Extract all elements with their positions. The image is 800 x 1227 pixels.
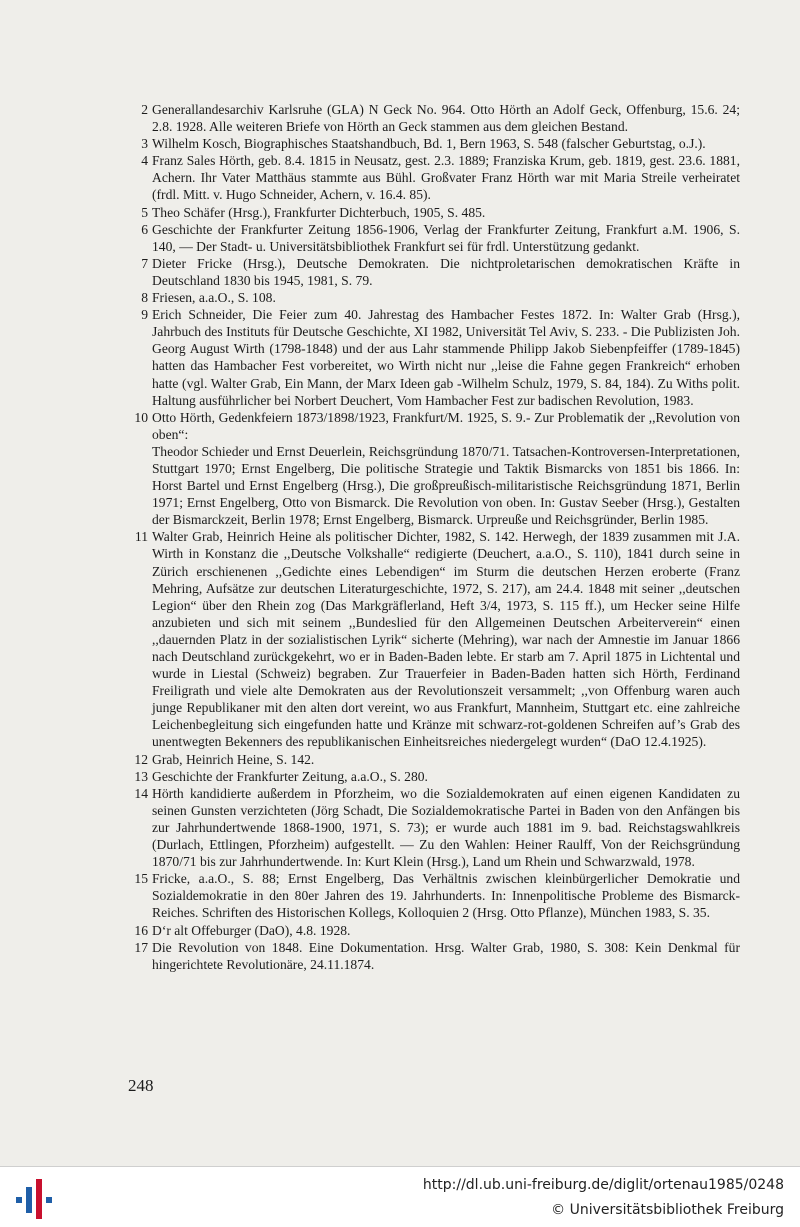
footnote-text: [152, 204, 740, 221]
footnote-paragraph: Grab, Heinrich Heine, S. 142.: [152, 751, 315, 767]
footnote-paragraph: D‘r alt Offeburger (DaO), 4.8. 1928.: [152, 922, 351, 938]
footnote-number: 4: [141, 153, 148, 169]
copyright-text: © Universitätsbibliothek Freiburg: [551, 1202, 784, 1218]
footnote-paragraph: Fricke, a.a.O., S. 88; Ernst Engelberg, Das Verhältnis zwischen kleinbürgerlicher Demokratie und Sozialdemokratie in den 80er Jahren des 19. Jahrhunderts. In: Innenpolitische Probleme des Bismarck-Reiches. Schriften des Historischen Kollegs, Kolloquien 2 (Hrsg. Otto Pflanze), München 1983, S. 35.: [152, 871, 740, 921]
footnote-text: [152, 870, 740, 921]
footnote-number: 14: [134, 785, 148, 801]
footnote: [118, 768, 740, 785]
footnote-number: 12: [134, 751, 148, 767]
footnote: [118, 528, 740, 750]
footnote: [118, 152, 740, 203]
logo-bar-blue-mid: [26, 1187, 32, 1213]
viewer-footer: [0, 1166, 800, 1227]
footnote: [118, 135, 740, 152]
logo-bar-blue-left: [16, 1197, 22, 1203]
footnote-number: 7: [141, 255, 148, 271]
footnote-paragraph: Theo Schäfer (Hrsg.), Frankfurter Dichterbuch, 1905, S. 485.: [152, 204, 486, 220]
footnote-number: 13: [134, 768, 148, 784]
footnote-text: [152, 768, 740, 785]
footnote: [118, 870, 740, 921]
footnote-paragraph: Geschichte der Frankfurter Zeitung 1856-1906, Verlag der Frankfurter Zeitung, Frankfurt a.M. 1906, S. 140, — Der Stadt- u. Universitätsbibliothek Frankfurt sei für frdl. Unterstützung gedankt.: [152, 221, 740, 254]
footnote-paragraph: Geschichte der Frankfurter Zeitung, a.a.O., S. 280.: [152, 768, 428, 784]
page-number: 248: [128, 1076, 154, 1095]
footnote-text: [152, 289, 740, 306]
logo-bar-blue-right: [46, 1197, 52, 1203]
footnotes-list: [118, 101, 740, 973]
footnote-number: 9: [141, 307, 148, 323]
footnote-text: [152, 409, 740, 529]
footnote-text: [152, 152, 740, 203]
footnote-text: [152, 922, 740, 939]
footnote: [118, 289, 740, 306]
footnote-text: [152, 255, 740, 289]
footnote-paragraph: Walter Grab, Heinrich Heine als politischer Dichter, 1982, S. 142. Herwegh, der 1839 zusammen mit J.A. Wirth in Konstanz die ,,Deutsche Volkshalle“ redigierte (Deuchert, a.a.O., S. 110), 1841 durch seine in Zürich erschienenen ,,Gedichte eines Lebendigen“ im Sturm die deutschen Herzen eroberte (Franz Mehring, Aufsätze zur deutschen Literaturgeschichte, 1972, S. 217), am 24.4. 1848 mit seiner ,,deutschen Legion“ über den Rhein zog (Das Markgräflerland, Heft 3/4, 1973, S. 115 ff.), um Hecker seine Hilfe anzubieten und sich mit seinem ,,Bundeslied für den Allgemeinen Deutschen Arbeiterverein“ einen ,,dauernden Platz in der sozialistischen Lyrik“ sicherte (Mehring), war nach der Amnestie im Januar 1866 nach Deutschland zurückgekehrt, wo er in Baden-Baden lebte. Er starb am 7. April 1875 in Lichtental und wurde in Liestal (Schweiz) begraben. Zur Trauerfeier in Baden-Baden hatten sich Hörth, Ferdinand Freiligrath und viele alte Demokraten aus der Revolutionszeit versammelt; ,,von Offenburg waren auch junge Republikaner mit den alten dort vereint, wo aus Frankfurt, Mannheim, Stuttgart etc. eine zahlreiche Leichenbegleitung sich eingefunden hatte und Kränze mit schwarz-rot-goldenen Schreifen auf’s Grab des unentwegten Bekenners des republikanischen Einheitsreiches niedergelegt wurden“ (DaO 12.4.1925).: [152, 529, 740, 750]
footnote-number: 6: [141, 221, 148, 237]
logo-bar-red: [36, 1179, 42, 1219]
footnote-text: [152, 939, 740, 973]
footnote: [118, 204, 740, 221]
footnote-number: 2: [141, 102, 148, 117]
footnote-text: [152, 528, 740, 750]
footnote-text: [152, 785, 740, 870]
footnote-paragraph: Wilhelm Kosch, Biographisches Staatshandbuch, Bd. 1, Bern 1963, S. 548 (falscher Geburtstag, o.J.).: [152, 136, 706, 152]
footnote-paragraph: Theodor Schieder und Ernst Deuerlein, Reichsgründung 1870/71. Tatsachen-Kontroversen-Interpretationen, Stuttgart 1970; Ernst Engelberg, Die politische Strategie und Taktik Bismarcks von 1851 bis 1866. In: Horst Bartel und Ernst Engelberg (Hrsg.), Die großpreußisch-militaristische Reichsgründung 1871, Berlin 1971; Ernst Engelberg, Otto von Bismarck. Die Revolution von oben. In: Gustav Seeber (Hrsg.), Gestalten der Bismarckzeit, Berlin 1978; Ernst Engelberg, Bismarck. Urpreuße und Reichsgründer, Berlin 1985.: [152, 443, 740, 528]
footnote: [118, 255, 740, 289]
footnote-paragraph: Generallandesarchiv Karlsruhe (GLA) N Geck No. 964. Otto Hörth an Adolf Geck, Offenburg, 15.6. 24; 2.8. 1928. Alle weiteren Briefe von Hörth an Geck stammen aus dem gleichen Bestand.: [152, 102, 740, 135]
ub-freiburg-logo-icon[interactable]: [14, 1179, 54, 1219]
footnote-paragraph: Die Revolution von 1848. Eine Dokumentation. Hrsg. Walter Grab, 1980, S. 308: Kein Denkmal für hingerichtete Revolutionäre, 24.11.1874.: [152, 939, 740, 972]
footnote-paragraph: Friesen, a.a.O., S. 108.: [152, 290, 276, 306]
footnote-paragraph: Otto Hörth, Gedenkfeiern 1873/1898/1923, Frankfurt/M. 1925, S. 9.- Zur Problematik der ,,Revolution von oben“:: [152, 409, 740, 442]
footnote-number: 8: [141, 290, 148, 306]
footnote-paragraph: Hörth kandidierte außerdem in Pforzheim, wo die Sozialdemokraten auf einen eigenen Kandidaten zu seinen Gunsten verzichteten (Jörg Schadt, Die Sozialdemokratische Partei in Baden von den Anfängen bis zur Jahrhundertwende 1868-1900, 1971, S. 73); er wurde auch 1881 im 9. bad. Reichstagswahlkreis (Durlach, Ettlingen, Pforzheim) aufgestellt. — Zu den Wahlen: Heiner Raulff, Von der Reichsgründung 1870/71 bis zur Jahrhundertwende. In: Kurt Klein (Hrsg.), Land um Rhein und Schwarzwald, 1978.: [152, 785, 740, 870]
footnote-paragraph: Erich Schneider, Die Feier zum 40. Jahrestag des Hambacher Festes 1872. In: Walter Grab (Hrsg.), Jahrbuch des Instituts für Deutsche Geschichte, XI 1982, Universität Tel Aviv, S. 233. - Die Publizisten Joh. Georg August Wirth (1798-1848) und der aus Lahr stammende Philipp Jakob Siebenpfeiffer (1789-1845) hatten das Hambacher Fest vorbereitet, wo Wirth nicht nur ,,leise die Fahne gegen Frankreich“ erhoben hatte (vgl. Walter Grab, Ein Mann, der Marx Ideen gab -Wilhelm Schulz, 1979, S. 84, 184). Zu Withs polit. Haltung ausführlicher bei Norbert Deuchert, Vom Hambacher Fest zur badischen Revolution, 1983.: [152, 307, 740, 408]
footnote-paragraph: Dieter Fricke (Hrsg.), Deutsche Demokraten. Die nichtproletarischen demokratischen Kräfte in Deutschland 1830 bis 1945, 1981, S. 79.: [152, 255, 740, 288]
footnote-number: 15: [134, 871, 148, 887]
footnote-number: 17: [134, 939, 148, 955]
footnote: [118, 101, 740, 135]
footnote-number: 16: [134, 922, 148, 938]
footnote-text: [152, 306, 740, 409]
footnote: [118, 751, 740, 768]
footnote-text: [152, 135, 740, 152]
footnote: [118, 922, 740, 939]
footnote-paragraph: Franz Sales Hörth, geb. 8.4. 1815 in Neusatz, gest. 2.3. 1889; Franziska Krum, geb. 1819, gest. 23.6. 1881, Achern. Ihr Vater Matthäus stammte aus Bühl. Großvater Franz Hörth war mit Maria Streile verheiratet (frdl. Mitt. v. Hugo Schneider, Achern, v. 16.4. 85).: [152, 153, 740, 203]
footnote: [118, 409, 740, 529]
footnote: [118, 785, 740, 870]
footnote-number: 5: [141, 204, 148, 220]
footnote-text: [152, 101, 740, 135]
footnote-number: 3: [141, 136, 148, 152]
document-url-link[interactable]: http://dl.ub.uni-freiburg.de/diglit/ortenau1985/0248: [422, 1177, 784, 1193]
footnote: [118, 221, 740, 255]
footnote: [118, 306, 740, 409]
footnote-number: 10: [134, 409, 148, 425]
footnote-text: [152, 751, 740, 768]
footnote: [118, 939, 740, 973]
footnote-text: [152, 221, 740, 255]
footnote-number: 11: [134, 529, 148, 545]
